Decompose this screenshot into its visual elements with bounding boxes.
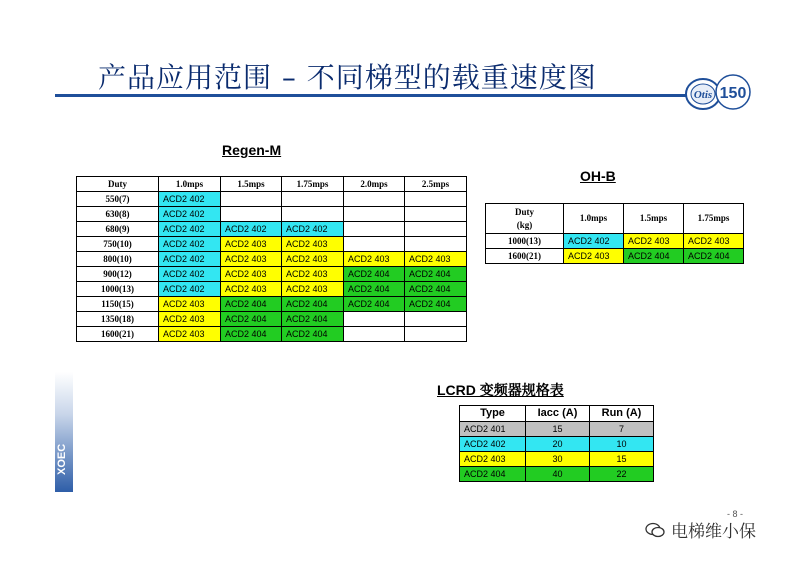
regen-m-cell xyxy=(405,327,467,342)
regen-m-cell xyxy=(344,327,405,342)
lcrd-cell: ACD2 403 xyxy=(460,452,526,467)
lcrd-cell: 22 xyxy=(590,467,654,482)
regen-m-cell: ACD2 402 xyxy=(159,237,221,252)
regen-m-header-2: 1.5mps xyxy=(221,177,282,192)
regen-m-cell: ACD2 403 xyxy=(344,252,405,267)
lcrd-cell: 15 xyxy=(526,422,590,437)
regen-m-cell: ACD2 403 xyxy=(159,327,221,342)
regen-m-duty-cell: 1000(13) xyxy=(77,282,159,297)
regen-m-row xyxy=(77,312,467,327)
regen-m-duty-cell: 900(12) xyxy=(77,267,159,282)
lcrd-header-2: Run (A) xyxy=(590,406,654,422)
regen-m-cell: ACD2 402 xyxy=(282,222,344,237)
regen-m-header-5: 2.5mps xyxy=(405,177,467,192)
regen-m-cell: ACD2 403 xyxy=(159,312,221,327)
regen-m-row xyxy=(77,192,467,207)
lcrd-cell: ACD2 402 xyxy=(460,437,526,452)
regen-m-duty-cell: 630(8) xyxy=(77,207,159,222)
oh-b-cell: ACD2 403 xyxy=(684,234,744,249)
regen-m-cell: ACD2 403 xyxy=(282,252,344,267)
oh-b-row xyxy=(486,249,744,264)
lcrd-cell: 20 xyxy=(526,437,590,452)
regen-m-cell xyxy=(221,207,282,222)
regen-m-cell xyxy=(282,192,344,207)
regen-m-row xyxy=(77,327,467,342)
regen-m-cell: ACD2 404 xyxy=(221,312,282,327)
wechat-icon xyxy=(645,522,665,538)
regen-m-cell: ACD2 403 xyxy=(405,252,467,267)
regen-m-cell: ACD2 403 xyxy=(159,297,221,312)
regen-m-cell xyxy=(405,312,467,327)
regen-m-cell: ACD2 404 xyxy=(344,297,405,312)
regen-m-duty-cell: 1350(18) xyxy=(77,312,159,327)
regen-m-header-3: 1.75mps xyxy=(282,177,344,192)
page-title: 产品应用范围 – 不同梯型的载重速度图 xyxy=(98,61,597,94)
oh-b-row xyxy=(486,234,744,249)
regen-m-header-1: 1.0mps xyxy=(159,177,221,192)
oh-b-header-2: 1.5mps xyxy=(624,204,684,234)
regen-m-cell xyxy=(282,207,344,222)
regen-m-cell: ACD2 403 xyxy=(221,237,282,252)
regen-m-cell xyxy=(344,207,405,222)
oh-b-duty-cell: 1600(21) xyxy=(486,249,564,264)
regen-m-cell: ACD2 403 xyxy=(221,282,282,297)
regen-m-row xyxy=(77,207,467,222)
lcrd-cell: 15 xyxy=(590,452,654,467)
regen-m-duty-cell: 550(7) xyxy=(77,192,159,207)
regen-m-cell: ACD2 403 xyxy=(282,237,344,252)
oh-b-header-1: 1.0mps xyxy=(564,204,624,234)
regen-m-table xyxy=(76,176,467,342)
side-label: XOEC xyxy=(56,443,68,475)
watermark xyxy=(645,517,756,542)
watermark-text: 电梯维小保 xyxy=(671,522,756,542)
oh-b-cell: ACD2 403 xyxy=(624,234,684,249)
oh-b-cell: ACD2 404 xyxy=(624,249,684,264)
regen-m-row xyxy=(77,222,467,237)
oh-b-table xyxy=(485,203,744,264)
regen-m-cell xyxy=(405,207,467,222)
regen-m-cell: ACD2 404 xyxy=(344,267,405,282)
lcrd-row xyxy=(460,437,654,452)
oh-b-cell: ACD2 402 xyxy=(564,234,624,249)
lcrd-header-0: Type xyxy=(460,406,526,422)
regen-m-cell: ACD2 402 xyxy=(159,207,221,222)
regen-m-header-4: 2.0mps xyxy=(344,177,405,192)
regen-m-cell: ACD2 404 xyxy=(344,282,405,297)
logo-left-text: Otis xyxy=(693,89,713,101)
regen-m-duty-cell: 1150(15) xyxy=(77,297,159,312)
regen-m-cell: ACD2 404 xyxy=(405,282,467,297)
regen-m-duty-cell: 680(9) xyxy=(77,222,159,237)
lcrd-row xyxy=(460,452,654,467)
regen-m-cell: ACD2 402 xyxy=(159,222,221,237)
oh-b-title: OH-B xyxy=(580,168,616,184)
lcrd-cell: 30 xyxy=(526,452,590,467)
regen-m-cell: ACD2 404 xyxy=(282,312,344,327)
lcrd-cell: 10 xyxy=(590,437,654,452)
regen-m-duty-cell: 800(10) xyxy=(77,252,159,267)
regen-m-title: Regen-M xyxy=(222,142,282,158)
regen-m-cell xyxy=(405,192,467,207)
regen-m-cell: ACD2 404 xyxy=(282,297,344,312)
title-divider xyxy=(55,94,705,97)
page-number: - 8 - xyxy=(727,509,744,519)
oh-b-cell: ACD2 403 xyxy=(564,249,624,264)
regen-m-header-0: Duty xyxy=(77,177,159,192)
lcrd-row xyxy=(460,467,654,482)
lcrd-row xyxy=(460,422,654,437)
regen-m-cell: ACD2 403 xyxy=(282,282,344,297)
regen-m-cell: ACD2 404 xyxy=(282,327,344,342)
otis-150-logo-icon xyxy=(683,70,753,115)
regen-m-cell xyxy=(344,237,405,252)
regen-m-cell: ACD2 404 xyxy=(405,267,467,282)
oh-b-cell: ACD2 404 xyxy=(684,249,744,264)
regen-m-cell: ACD2 402 xyxy=(159,282,221,297)
lcrd-cell: 40 xyxy=(526,467,590,482)
lcrd-cell: 7 xyxy=(590,422,654,437)
regen-m-cell xyxy=(344,222,405,237)
regen-m-cell: ACD2 403 xyxy=(221,267,282,282)
regen-m-cell: ACD2 403 xyxy=(282,267,344,282)
oh-b-header-3: 1.75mps xyxy=(684,204,744,234)
regen-m-row xyxy=(77,282,467,297)
regen-m-cell xyxy=(344,192,405,207)
regen-m-cell: ACD2 402 xyxy=(159,267,221,282)
regen-m-duty-cell: 750(10) xyxy=(77,237,159,252)
regen-m-cell: ACD2 402 xyxy=(159,252,221,267)
regen-m-cell: ACD2 402 xyxy=(159,192,221,207)
regen-m-cell: ACD2 403 xyxy=(221,252,282,267)
regen-m-cell: ACD2 404 xyxy=(405,297,467,312)
regen-m-cell: ACD2 404 xyxy=(221,297,282,312)
regen-m-cell xyxy=(221,192,282,207)
regen-m-cell xyxy=(344,312,405,327)
lcrd-title: LCRD 变频器规格表 xyxy=(437,382,564,398)
regen-m-cell: ACD2 404 xyxy=(221,327,282,342)
logo-right-text: 150 xyxy=(719,85,747,102)
regen-m-cell xyxy=(405,237,467,252)
lcrd-spec-table xyxy=(459,405,654,482)
lcrd-cell: ACD2 404 xyxy=(460,467,526,482)
regen-m-row xyxy=(77,267,467,282)
regen-m-row xyxy=(77,237,467,252)
regen-m-duty-cell: 1600(21) xyxy=(77,327,159,342)
lcrd-header-1: Iacc (A) xyxy=(526,406,590,422)
lcrd-cell: ACD2 401 xyxy=(460,422,526,437)
regen-m-cell xyxy=(405,222,467,237)
oh-b-header-0: Duty (kg) xyxy=(486,204,564,234)
regen-m-row xyxy=(77,252,467,267)
oh-b-duty-cell: 1000(13) xyxy=(486,234,564,249)
regen-m-row xyxy=(77,297,467,312)
regen-m-cell: ACD2 402 xyxy=(221,222,282,237)
